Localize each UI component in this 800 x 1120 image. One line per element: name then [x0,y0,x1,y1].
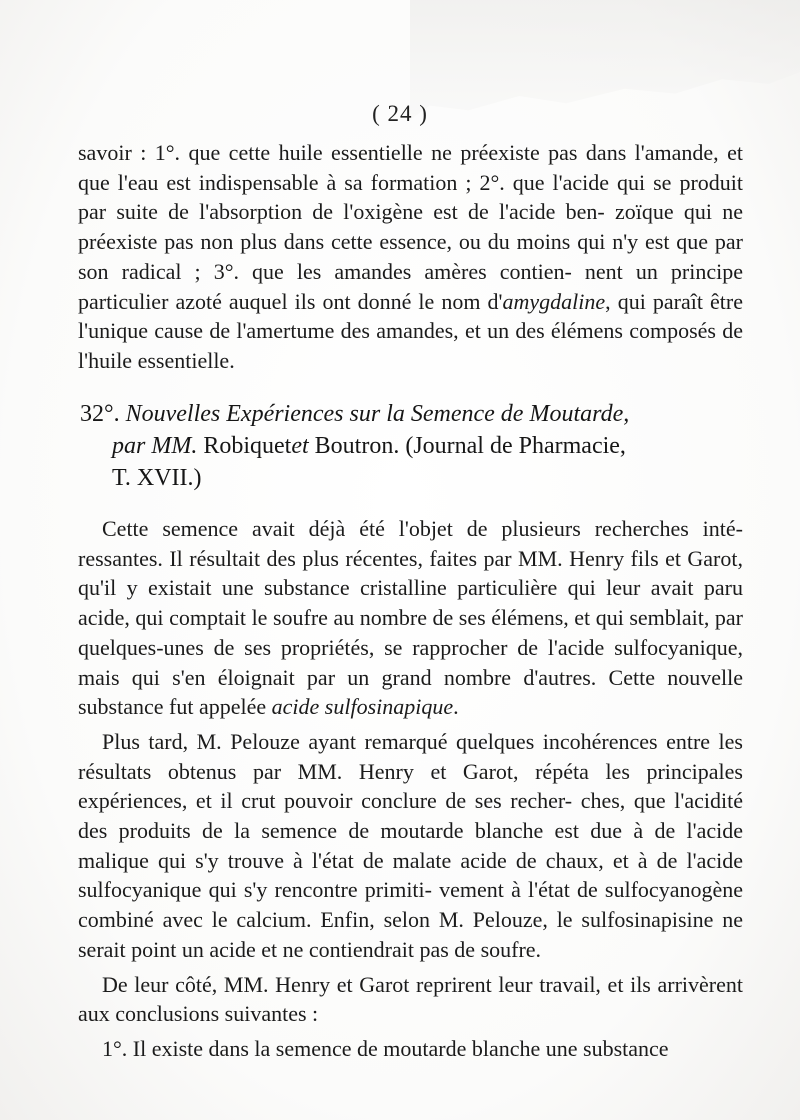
author-robiquet: Robiquet [203,433,292,459]
byline-et: et [291,433,309,459]
article-body [78,514,743,1069]
tome-reference: T. XVII.) [112,465,202,491]
intro-line-7-pre: d' [487,288,503,314]
intro-text [78,138,743,376]
paragraph-4: 1°. Il existe dans la semence de moutarde blanche une substance [102,1035,669,1061]
intro-line-5: qui n'y est que par son radical ; 3°. que les amandes amères contien- [78,229,744,284]
byline-par: par [112,433,146,459]
intro-line-2: et que l'eau est indispensable à sa formation ; 2°. que l'acide qui se [78,140,743,195]
author-boutron: Boutron. [314,433,400,459]
intro-line-7-post: , qui paraît être l'unique cause de l'amertume des [78,288,743,344]
intro-paragraph [78,138,743,376]
section-heading [80,398,745,494]
intro-line-1: savoir : 1°. que cette huile essentielle ne préexiste pas dans l'amande, [78,140,719,165]
paragraph-1-text: Cette semence avait déjà été l'objet de plusieurs recherches inté- ressantes. Il résultait des plus récentes, faites par MM. Henry fils et Garot, qu'il y existait une substance cristalline particulière qui leur avait paru acide, qui comptait le soufre au nombre de ses élémens, et qui semblait, par quelques-unes de ses propriétés, se rapprocher de l'acide sulfocyanique, mais qui s'en éloignait par un grand nombre d'autres. Cette nouvelle substance fut appelée [78,516,743,720]
section-byline [80,430,745,462]
paragraph-3: De leur côté, MM. Henry et Garot reprirent leur travail, et ils arrivèrent aux conclusions suivantes : [78,971,743,1027]
section-number: 32°. [80,401,120,427]
acide-sulfosinapique-term: acide sulfosinapique [271,694,454,720]
byline-mm: MM. [151,433,198,459]
intro-line-4: zoïque qui ne préexiste pas non plus dans cette essence, ou du moins [78,199,744,255]
intro-line-8: amandes, et un des élémens composés de l'huile essentielle. [78,318,744,373]
paragraph-1-end: . [453,694,459,720]
page-number: ( 24 ) [372,101,428,126]
section-title: Nouvelles Expériences sur la Semence de Moutarde, [125,401,630,427]
intro-line-3: produit par suite de l'absorption de l'oxigène est de l'acide ben- [78,169,743,225]
paragraph-2: Plus tard, M. Pelouze ayant remarqué quelques incohérences entre les résultats obtenus par MM. Henry et Garot, répéta les principales expériences, et il crut pouvoir conclure de ses recher- ches, que l'acidité des produits de la semence de moutarde blanche est due à de l'acide malique qui s'y trouve à l'état de malate acide de chaux, et à de l'acide sulfocyanique qui s'y rencontre primiti- vement à l'état de sulfocyanogène combiné avec le calcium. Enfin, selon M. Pelouze, le sulfosinapisine ne serait point un acide et ne contiendrait pas de soufre. [78,728,743,962]
amygdaline-term: amygdaline [502,288,606,314]
intro-line-6: nent un principe particulier azoté auquel ils ont donné le nom [78,258,743,314]
journal-reference: (Journal de Pharmacie, [405,433,626,459]
paragraph-1 [78,514,743,722]
